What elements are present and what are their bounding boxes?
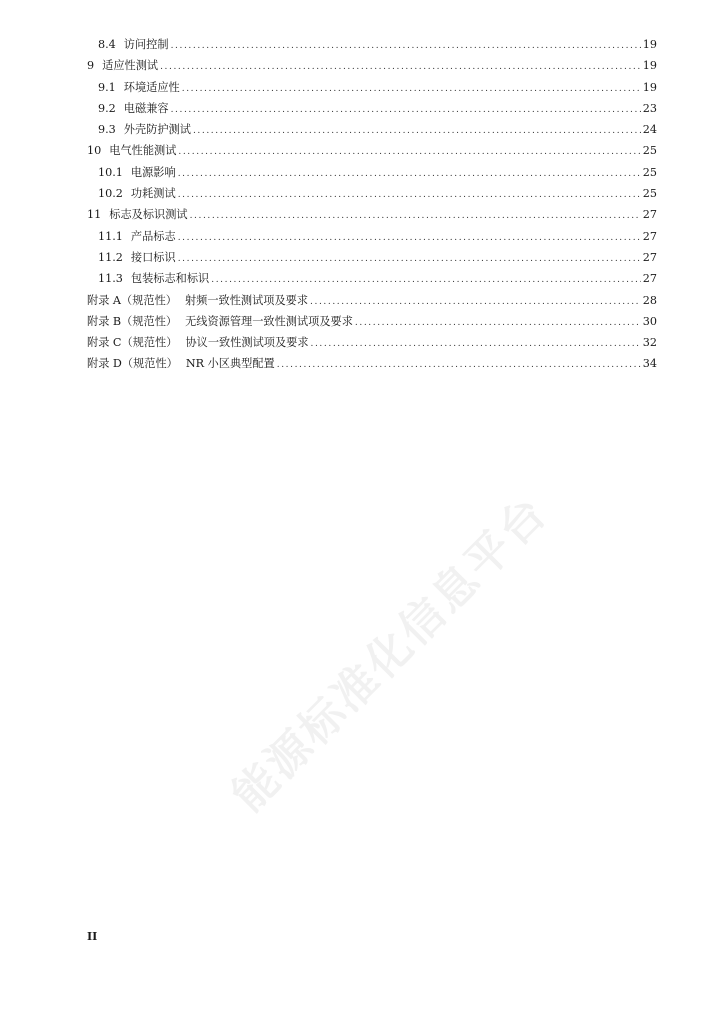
toc-entry-page: 25 [642, 187, 657, 201]
toc-entry-title: 电气性能测试 [109, 144, 177, 158]
toc-entry[interactable] [87, 77, 657, 98]
toc-entry-number: 9.3 [98, 123, 116, 137]
toc-entry[interactable] [87, 226, 657, 247]
toc-entry-title: 协议一致性测试项及要求 [185, 336, 309, 350]
toc-entry-number: 附录 C（规范性） [87, 336, 178, 350]
toc-entry-page: 27 [642, 272, 657, 286]
toc-leader-dots [211, 270, 641, 291]
toc-entry[interactable] [87, 268, 657, 289]
toc-entry-page: 23 [642, 101, 657, 115]
toc-entry-number: 附录 A（规范性） [87, 293, 177, 307]
toc-entry-page: 19 [642, 59, 657, 73]
toc-entry[interactable] [87, 55, 657, 76]
toc-entry[interactable] [87, 290, 657, 311]
toc-entry-title: 环境适应性 [123, 80, 180, 94]
toc-entry[interactable] [87, 162, 657, 183]
toc-entry-title: 电磁兼容 [123, 101, 169, 115]
toc-entry-number: 10.2 [98, 187, 123, 201]
toc-leader-dots [178, 142, 640, 163]
toc-leader-dots [178, 228, 641, 249]
toc-entry-title: 电源影响 [130, 165, 176, 179]
toc-entry-number: 8.4 [98, 38, 116, 51]
toc-entry-page: 19 [642, 38, 657, 51]
toc-entry-page: 28 [642, 293, 657, 307]
toc-leader-dots [311, 334, 641, 355]
toc-entry-page: 27 [642, 250, 657, 264]
toc-entry-title: 射频一致性测试项及要求 [184, 293, 309, 307]
toc-entry-number: 11.1 [98, 229, 123, 243]
toc-entry-page: 27 [642, 208, 657, 222]
toc-entry-page: 25 [642, 165, 657, 179]
toc-entry-page: 25 [642, 144, 657, 158]
toc-entry[interactable] [87, 140, 657, 161]
toc-leader-dots [310, 292, 641, 313]
toc-entry-number: 10.1 [98, 165, 123, 179]
toc-entry-page: 19 [642, 80, 657, 94]
toc-entry-title: 标志及标识测试 [109, 208, 188, 222]
toc-leader-dots [178, 249, 641, 270]
toc-entry-title: 无线资源管理一致性测试项及要求 [185, 314, 353, 328]
toc-entry[interactable] [87, 247, 657, 268]
toc-entry-number: 11 [87, 208, 102, 222]
toc-leader-dots [182, 79, 641, 100]
toc-entry[interactable] [87, 332, 657, 353]
toc-entry[interactable] [87, 183, 657, 204]
toc-leader-dots [178, 164, 641, 185]
toc-entry-number: 11.2 [98, 250, 123, 264]
toc-entry-title: 外壳防护测试 [123, 123, 191, 137]
toc-entry-number: 9.2 [98, 101, 116, 115]
toc-leader-dots [355, 313, 641, 334]
toc-entry-page: 30 [642, 314, 657, 328]
toc-leader-dots [190, 206, 641, 227]
toc-leader-dots [178, 185, 641, 206]
toc-leader-dots [277, 355, 641, 376]
toc-entry-number: 11.3 [98, 272, 123, 286]
toc-entry[interactable] [87, 34, 657, 55]
toc-entry-page: 27 [642, 229, 657, 243]
toc-entry-page: 32 [642, 336, 657, 350]
toc-entry-page: 24 [642, 123, 657, 137]
toc-entry[interactable] [87, 353, 657, 374]
toc-entry[interactable] [87, 119, 657, 140]
toc-entry-number: 附录 D（规范性） [87, 357, 178, 371]
toc-entry-number: 10 [87, 144, 102, 158]
toc-entry-title: 产品标志 [130, 229, 176, 243]
toc-leader-dots [171, 100, 641, 121]
page-number-roman: II [87, 930, 98, 943]
toc-entry-title: 适应性测试 [102, 59, 159, 73]
toc-entry-title: NR 小区典型配置 [185, 357, 275, 371]
toc-entry[interactable] [87, 204, 657, 225]
toc-entry-number: 9.1 [98, 80, 116, 94]
toc-entry-number: 附录 B（规范性） [87, 314, 178, 328]
table-of-contents [87, 34, 657, 375]
toc-entry-title: 包装标志和标识 [130, 272, 210, 286]
toc-leader-dots [160, 57, 641, 78]
toc-leader-dots [171, 36, 641, 57]
toc-entry-number: 9 [87, 59, 95, 73]
toc-entry-title: 功耗测试 [130, 187, 176, 201]
toc-entry[interactable] [87, 98, 657, 119]
toc-entry-title: 接口标识 [130, 250, 176, 264]
toc-leader-dots [193, 121, 641, 142]
toc-entry-page: 34 [642, 357, 657, 371]
toc-entry[interactable] [87, 311, 657, 332]
watermark-text: 能源标准化信息平台 [222, 486, 558, 822]
toc-entry-title: 访问控制 [123, 38, 169, 51]
